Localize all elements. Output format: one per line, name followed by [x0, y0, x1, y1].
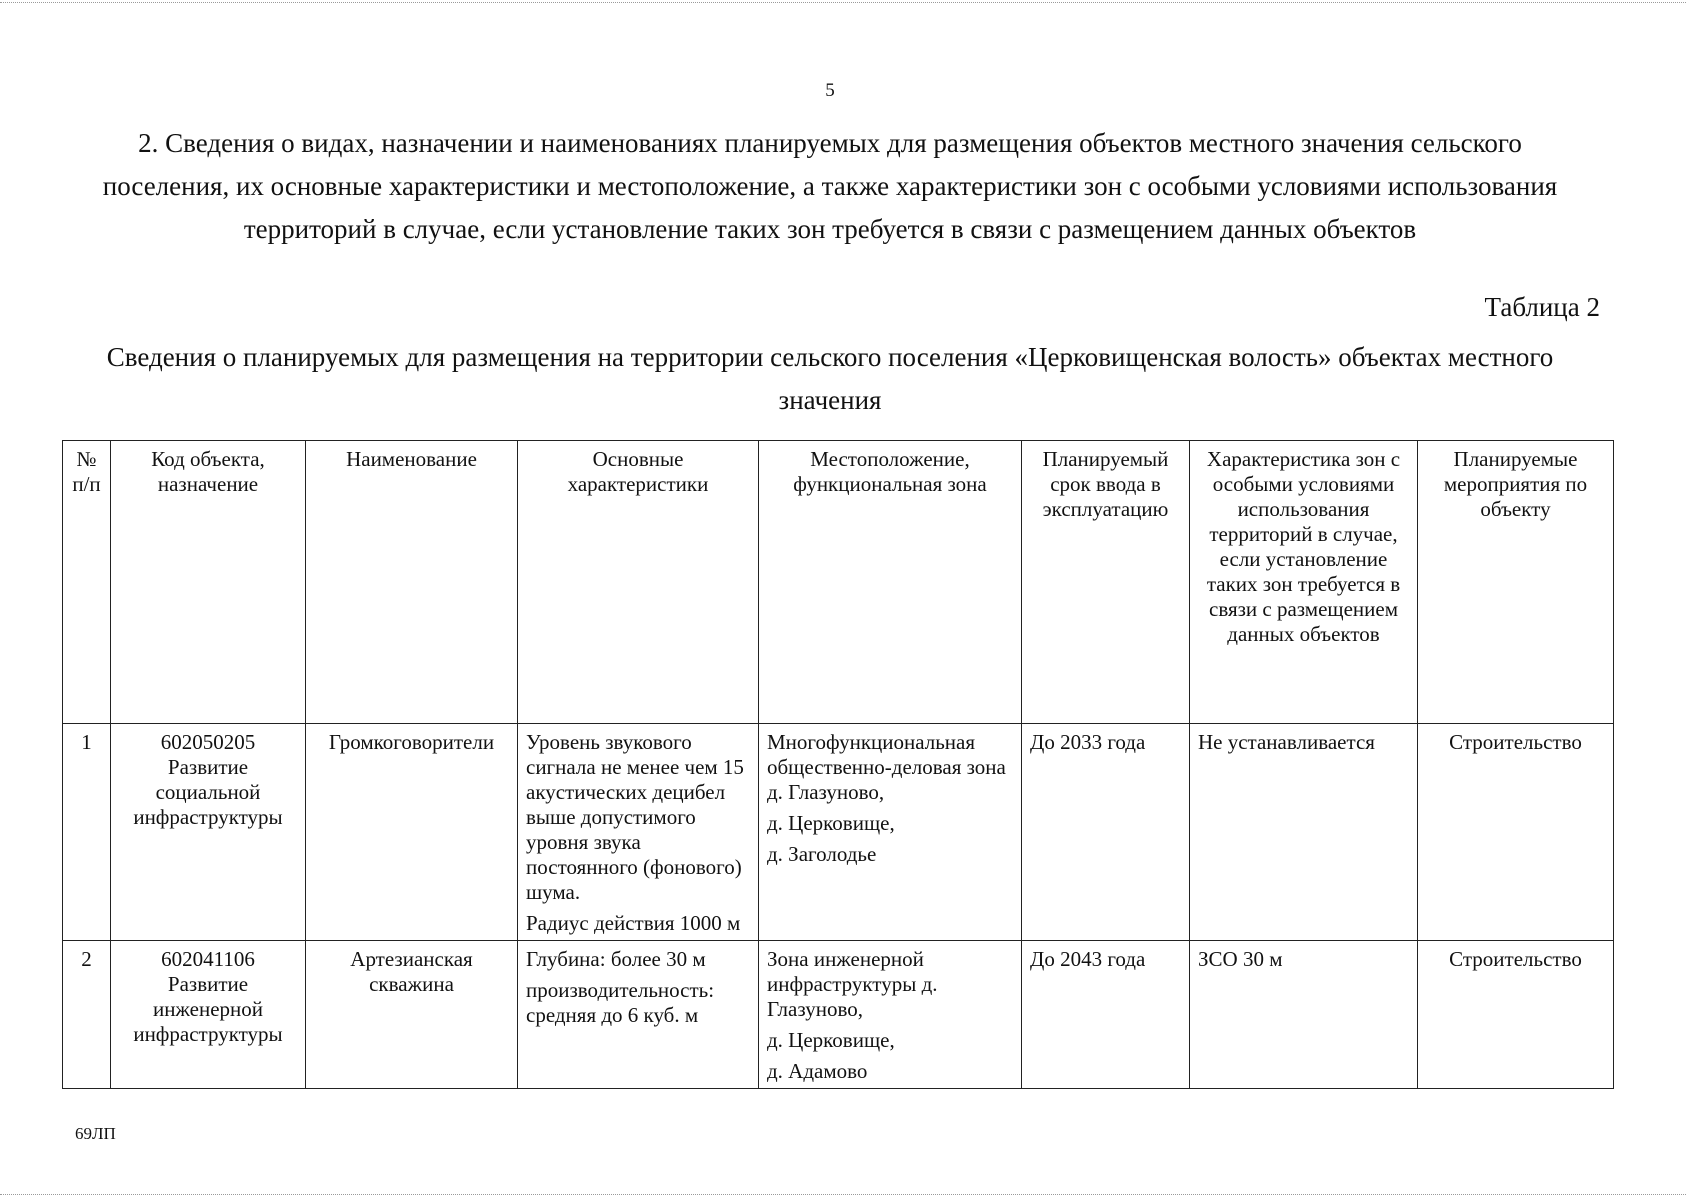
- footer-code: 69ЛП: [75, 1124, 116, 1143]
- table-caption: Сведения о планируемых для размещения на территории сельского поселения «Церковищенская волость» объектах местного значения: [106, 342, 1554, 415]
- object-code: 602050205: [160, 730, 256, 754]
- header-code: Код объекта, назначение: [111, 441, 306, 724]
- characteristic-text: Глубина: более 30 м: [526, 947, 706, 971]
- location-text: д. Церковище,: [767, 811, 895, 835]
- row-characteristics-cell: [518, 724, 759, 941]
- row-location-cell: [759, 941, 1022, 1089]
- table-label: Таблица 2: [1484, 292, 1600, 322]
- characteristic-text: Радиус действия 1000 м: [526, 911, 741, 935]
- characteristic-text: Уровень звукового сигнала не менее чем 15 акустических децибел выше допустимого уровня звука постоянного (фонового) шума.: [526, 730, 744, 904]
- header-characteristics: Основные характеристики: [518, 441, 759, 724]
- row-characteristics-cell: [518, 941, 759, 1089]
- table-header-row: [63, 441, 1614, 724]
- header-number: № п/п: [63, 441, 111, 724]
- zone-characteristic: Не устанавливается: [1190, 724, 1418, 941]
- header-name: Наименование: [306, 441, 518, 724]
- header-term: Планируемый срок ввода в эксплуатацию: [1022, 441, 1190, 724]
- row-number: 2: [63, 941, 111, 1089]
- objects-table: [62, 440, 1614, 1089]
- header-measures: Планируемые мероприятия по объекту: [1418, 441, 1614, 724]
- object-name: Артезианская скважина: [306, 941, 518, 1089]
- object-purpose: Развитие инженерной инфраструктуры: [133, 972, 283, 1046]
- location-text: д. Заголодье: [767, 842, 877, 866]
- row-number: 1: [63, 724, 111, 941]
- planned-measures: Строительство: [1418, 941, 1614, 1089]
- object-code: 602041106: [161, 947, 255, 971]
- row-location-cell: [759, 724, 1022, 941]
- scan-edge-bottom: [0, 1194, 1686, 1195]
- characteristic-text: производительность: средняя до 6 куб. м: [526, 978, 715, 1027]
- location-text: Зона инженерной инфраструктуры д. Глазуново,: [767, 947, 938, 1021]
- commissioning-term: До 2033 года: [1022, 724, 1190, 941]
- object-name: Громкоговорители: [306, 724, 518, 941]
- object-purpose: Развитие социальной инфраструктуры: [133, 755, 283, 829]
- commissioning-term: До 2043 года: [1022, 941, 1190, 1089]
- table-row: [63, 724, 1614, 941]
- location-text: д. Церковище,: [767, 1028, 895, 1052]
- header-zones: Характеристика зон с особыми условиями использования территорий в случае, если установление таких зон требуется в связи с размещением данных объектов: [1190, 441, 1418, 724]
- planned-measures: Строительство: [1418, 724, 1614, 941]
- header-location: Местоположение, функциональная зона: [759, 441, 1022, 724]
- location-text: д. Адамово: [767, 1059, 868, 1083]
- section-heading: 2. Сведения о видах, назначении и наименованиях планируемых для размещения объектов местного значения сельского поселения, их основные характеристики и местоположение, а также характеристики зон с особыми условиями использования территорий в случае, если установление таких зон требуется в связи с размещением данных объектов: [102, 128, 1558, 244]
- row-code-cell: [111, 724, 306, 941]
- location-text: Многофункциональная общественно-деловая зона д. Глазуново,: [767, 730, 1006, 804]
- zone-characteristic: ЗСО 30 м: [1190, 941, 1418, 1089]
- row-code-cell: [111, 941, 306, 1089]
- table-row: [63, 941, 1614, 1089]
- scan-edge-top: [0, 2, 1686, 3]
- page-number: 5: [825, 80, 835, 101]
